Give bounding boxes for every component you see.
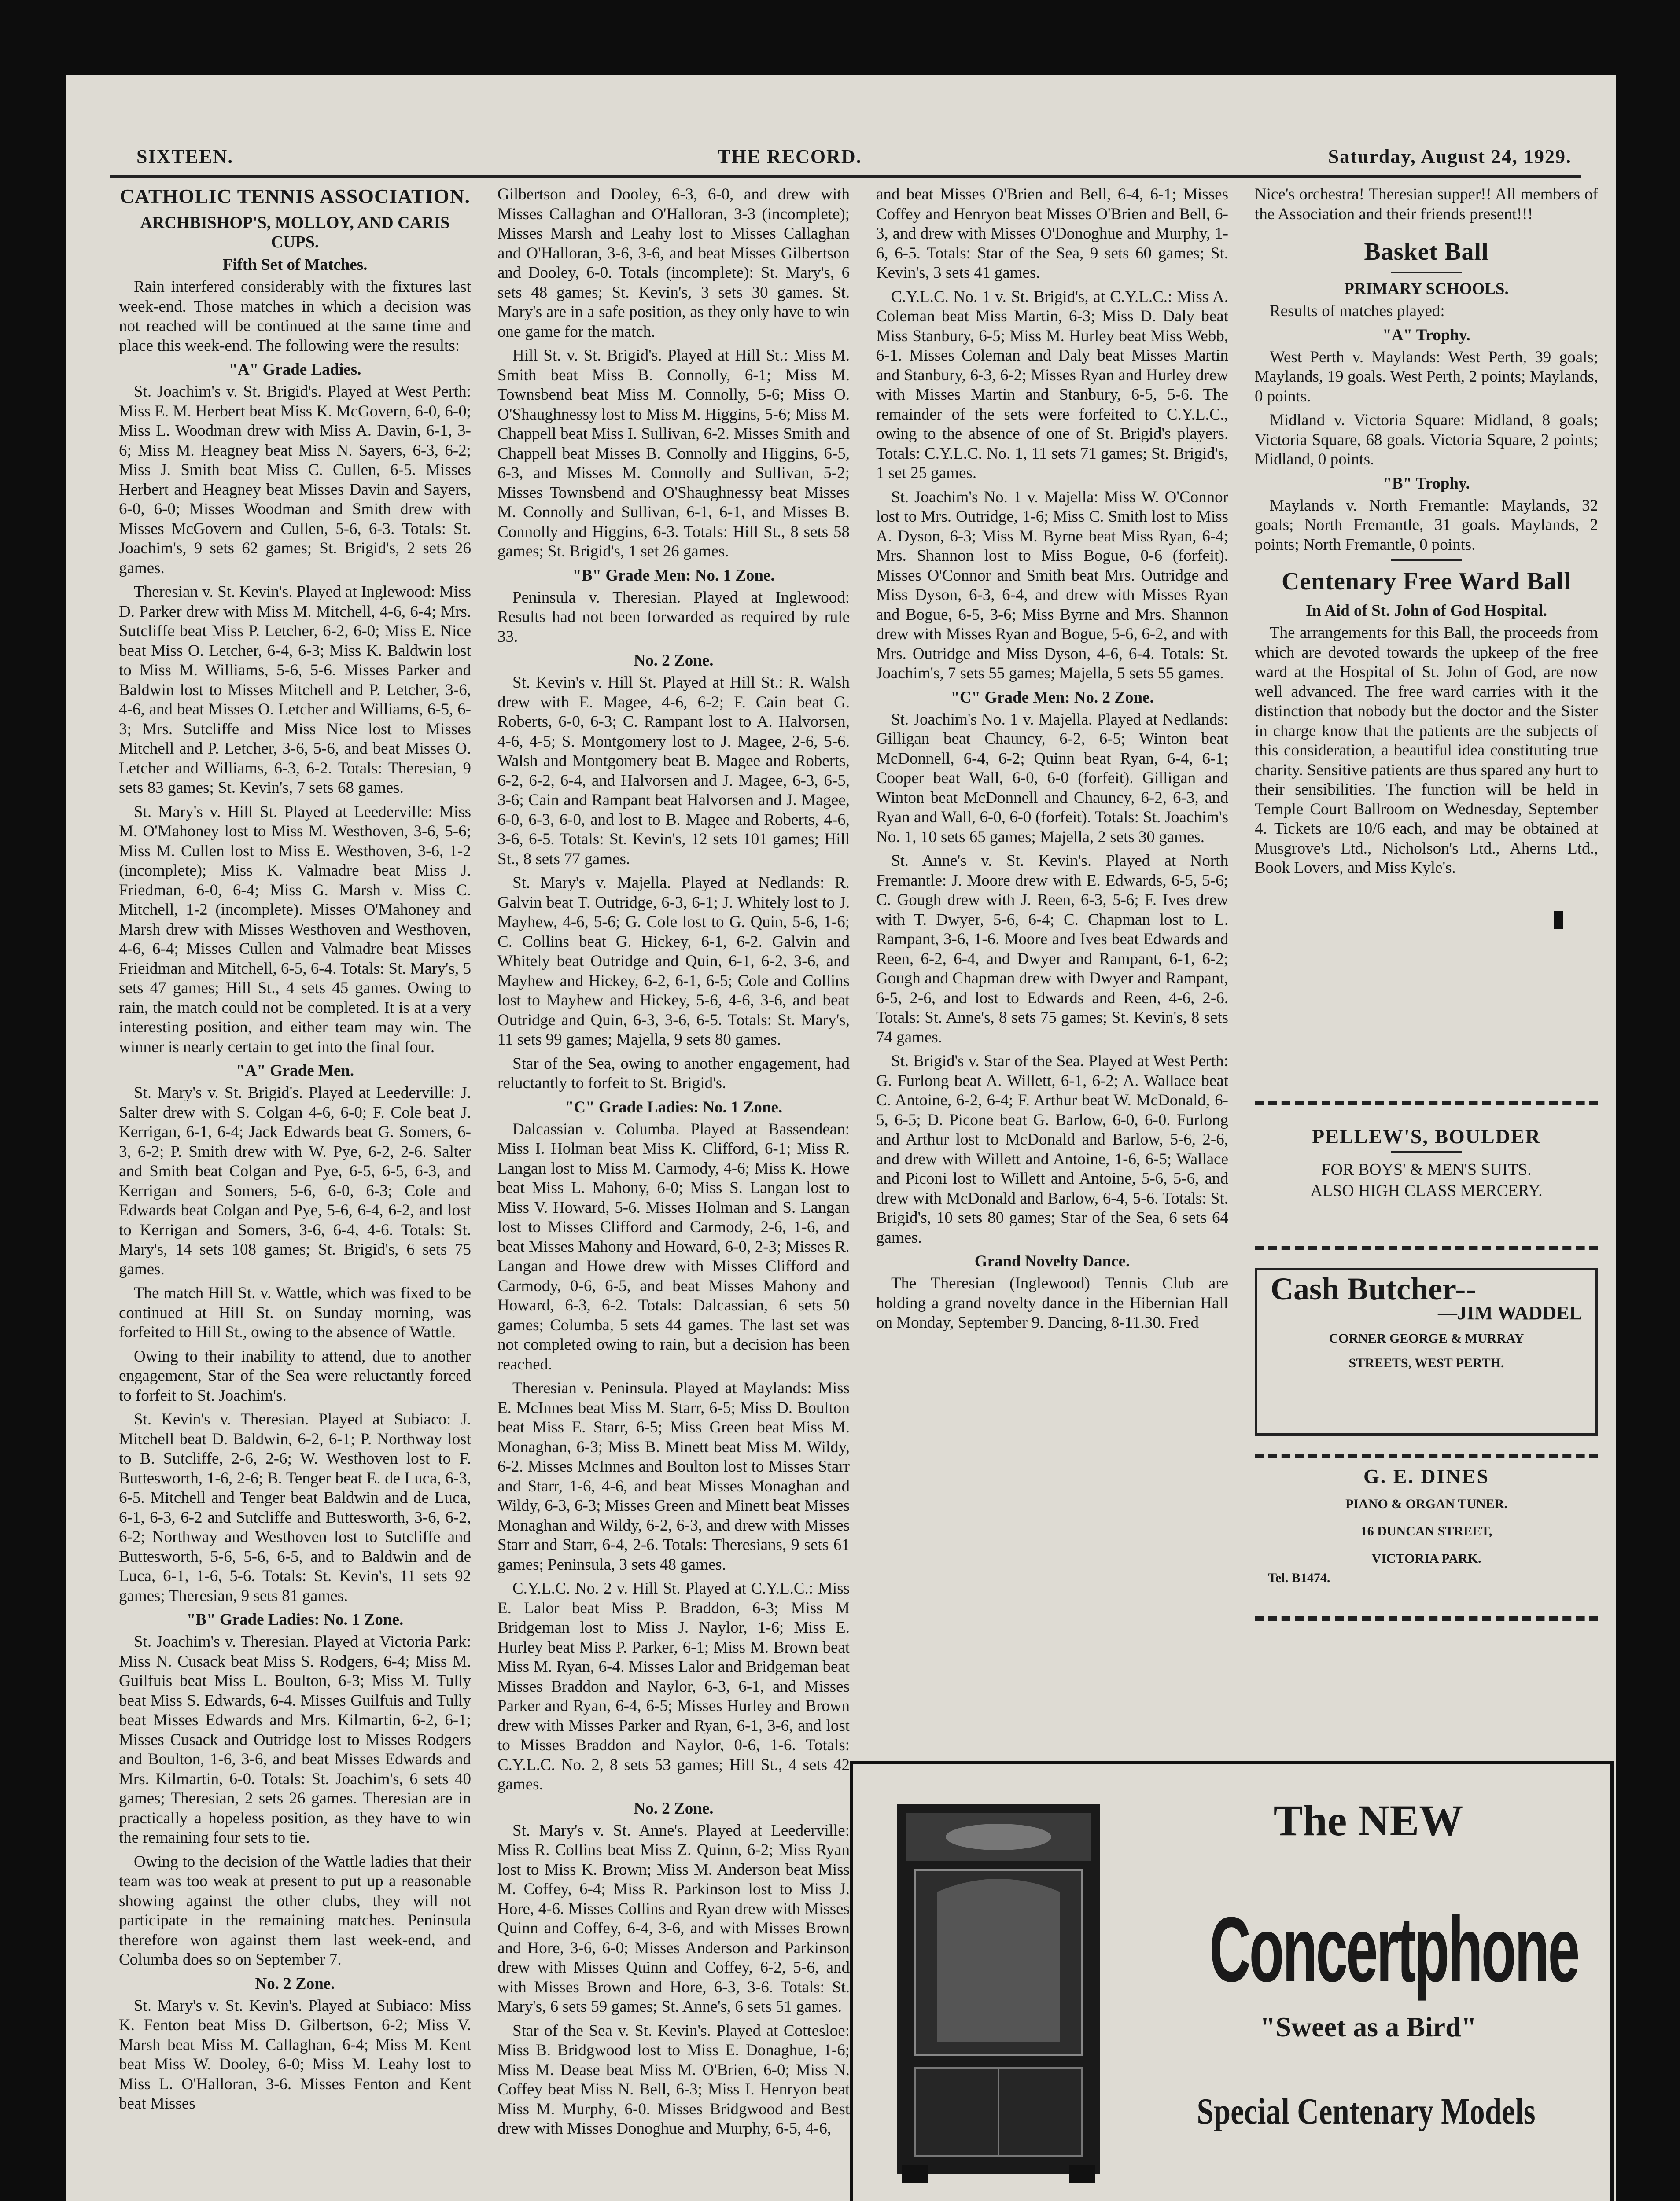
paragraph: St. Mary's v. Majella. Played at Nedlands: R. Galvin beat T. Outridge, 6-3, 6-1; J. Whitely lost to J. Mayhew, 4-6, 5-6; G. Cole lost to G. Quin, 5-6, 1-6; C. Collins beat G. Hickey, 6-1, 6-2. Galvin and Whitely beat Outridge and Quin, 6-1, 6-2, 3-6, and Mayhew and Hickey, 6-2, 6-1, 6-5; Cole and Collins lost to Mayhew and Hickey, 5-6, 4-6, 3-6, and beat Outridge and Quin, 6-3, 3-6, 6-5. Totals: St. Mary's, 11 sets 99 games; Majella, 9 sets 80 games. [497,874,850,1049]
issue-date: Saturday, August 24, 1929. [1328,146,1572,167]
paragraph: Star of the Sea, owing to another engagement, had reluctantly to forfeit to St. Brigid's. [497,1054,850,1092]
paragraph: The arrangements for this Ball, the proceeds from which are devoted towards the upkeep of the free ward at the Hospital of St. John of God, are now well advanced. The free ward carries with it the distinction that nobody but the doctor and the Sister in charge know that the patients are the subjects of this consideration, a beautiful idea constituting true charity. Sensitive patients are thus spared any hurt to their sensibilities. The function will be held in Temple Court Ballroom on Wednesday, September 4. Tickets are 10/6 each, and may be obtained at Musgrove's Ltd., Nicholson's Ltd., Aherns Ltd., Book Lovers, and Miss Kyle's. [1255,624,1598,877]
paragraph: Dalcassian v. Columba. Played at Bassendean: Miss I. Holman beat Miss K. Clifford, 6-1; Miss R. Langan lost to Miss M. Carmody, 4-6; Miss K. Howe beat Miss L. Mahony, 6-0; Miss S. Langan lost to Miss V. Howard, 5-6. Misses Holman and S. Langan lost to Misses Clifford and Carmody, 2-6, 1-6, and beat Misses Mahony and Howard, 6-0, 2-3; Misses R. Langan and Howe drew with Misses Clifford and Carmody, 0-6, 6-5, and beat Misses Mahony and Howard, 6-3, 6-2. Totals: Dalcassian, 6 sets 50 games; Columba, 5 sets 44 games. The last set was not completed owing to rain, but a decision has been reached. [497,1120,850,1373]
advert-line: PIANO & ORGAN TUNER. [1345,1496,1507,1511]
paragraph: Owing to their inability to attend, due to another engagement, Star of the Sea were reluctantly forced to forfeit to St. Joachim's. [119,1347,471,1405]
section-heading: Grand Novelty Dance. [974,1252,1130,1270]
paragraph: St. Anne's v. St. Kevin's. Played at North Fremantle: J. Moore drew with E. Edwards, 6-5, 5-6; C. Gough drew with J. Reen, 6-3, 5-6; F. Ives drew with T. Dwyer, 5-6, 6-4; C. Chapman lost to L. Rampant, 3-6, 1-6. Moore and Ives beat Edwards and Reen, 6-2, 6-4, and Dwyer and Rampant, 6-1, 6-2; Gough and Chapman drew with Dwyer and Rampant, 6-5, 2-6, and lost to Edwards and Reen, 4-6, 2-6. Totals: St. Anne's, 8 sets 75 games; St. Kevin's, 8 sets 74 games. [876,852,1228,1046]
advert-phone: Tel. B1474. [1268,1570,1330,1585]
paragraph: St. Joachim's v. St. Brigid's. Played at West Perth: Miss E. M. Herbert beat Miss K. McGovern, 6-0, 6-0; Miss L. Woodman drew with Miss A. Davin, 6-1, 3-6; Miss M. Heagney beat Miss N. Sayers, 6-3, 6-2; Miss J. Smith beat Miss C. Cullen, 6-5. Misses Herbert and Heagney beat Misses Davin and Sayers, 6-0, 6-0; Misses Woodman and Smith drew with Misses McGovern and Cullen, 5-6, 6-3. Totals: St. Joachim's, 9 sets 62 games; St. Brigid's, 2 sets 26 games. [119,383,471,577]
article-subhead: ARCHBISHOP'S, MOLLOY, AND CARIS CUPS. [140,213,450,251]
advert-line: STREETS, WEST PERTH. [1348,1356,1504,1370]
paragraph: Hill St. v. St. Brigid's. Played at Hill St.: Miss M. Smith beat Miss B. Connolly, 6-1; Miss M. Townsbend beat Miss M. Connolly, 5-6; Miss O. O'Shaughnessy lost to Miss M. Higgins, 5-6; Miss M. Chappell beat Miss I. Sullivan, 6-2. Misses Smith and Chappell beat Misses B. Connolly and Higgins, 6-5, 6-3, and Misses M. Connolly and Sullivan, 5-2; Misses Townsbend and O'Shaughnessy beat Misses M. Connolly and Sullivan, 6-1, 6-1, and Misses B. Connolly and Higgins, 6-3. Totals: Hill St., 8 sets 58 games; St. Brigid's, 1 set 26 games. [497,346,850,560]
section-heading: No. 2 Zone. [255,1974,335,1993]
divider [1391,272,1462,273]
paragraph: Results of matches played: [1270,302,1445,320]
section-heading: No. 2 Zone. [634,1799,714,1818]
paragraph: Midland v. Victoria Square: Midland, 8 goals; Victoria Square, 68 goals. Victoria Square, 2 points; Midland, 0 points. [1255,411,1598,468]
butcher-advert [1255,1268,1598,1436]
paragraph: and beat Misses O'Brien and Bell, 6-4, 6-1; Misses Coffey and Henryon beat Misses O'Brien and Bell, 6-3, and drew with Misses O'Donoghue and Murphy, 1-6, 6-5. Totals: Star of the Sea, 9 sets 60 games; St. Kevin's, 3 sets 41 games. [876,185,1228,282]
advert-line: 16 DUNCAN STREET, [1360,1524,1492,1538]
section-heading: "B" Grade Ladies: No. 1 Zone. [186,1611,404,1629]
advert-line: CORNER GEORGE & MURRAY [1329,1331,1524,1346]
paragraph: St. Joachim's No. 1 v. Majella. Played at Nedlands: Gilligan beat Chauncy, 6-2, 6-5; Winton beat McDonnell, 6-4, 6-2; Quinn beat Ryan, 6-4, 6-1; Cooper beat Wall, 6-0, 6-0 (forfeit). Gilligan and Winton beat McDonnell and Chauncy, 6-2, 6-3, and Ryan and Wall, 6-0, 6-0 (forfeit). Totals: St. Joachim's No. 1, 10 sets 65 games; Majella, 2 sets 30 games. [876,710,1228,846]
pellews-advert [1255,1100,1598,1250]
paragraph: St. Mary's v. Hill St. Played at Leederville: Miss M. O'Mahoney lost to Miss M. Westhoven, 3-6, 5-6; Miss M. Cullen lost to Miss E. Westhoven, 3-6, 1-2 (incomplete); Miss K. Valmadre beat Miss J. Friedman, 6-0, 6-4; Miss G. Marsh v. Miss C. Mitchell, 1-2 (incomplete). Misses O'Mahoney and Marsh drew with Misses Westhoven and Westhoven, 4-6, 6-4; Misses Cullen and Valmadre beat Misses Frieidman and Mitchell, 6-5, 6-4. Totals: St. Mary's, 5 sets 47 games; Hill St., 4 sets 45 games. Owing to rain, the match could not be completed. It is at a very interesting position, and either team may win. The winner is nearly certain to get into the final four. [119,802,471,1056]
paragraph: St. Joachim's No. 1 v. Majella: Miss W. O'Connor lost to Mrs. Outridge, 1-6; Miss C. Smith lost to Miss A. Dyson, 6-3; Miss M. Byrne beat Miss Ryan, 6-4; Mrs. Shannon lost to Miss Bogue, 0-6 (forfeit). Misses O'Connor and Smith beat Mrs. Outridge and Miss Dyson, 6-3, 6-4, and drew with Misses Ryan and Bogue, 6-5, 3-6; Miss Byrne and Mrs. Shannon drew with Misses Ryan and Bogue, 5-6, 6-2, and with Mrs. Outridge and Miss Dyson, 4-6, 6-4. Totals: St. Joachim's, 7 sets 55 games; Majella, 5 sets 55 games. [876,488,1228,682]
newspaper-page [66,75,1616,2201]
paragraph: The Theresian (Inglewood) Tennis Club are holding a grand novelty dance in the Hibernian Hall on Monday, September 9. Dancing, 8-11.30. Fred [876,1274,1228,1332]
advert-line: ALSO HIGH CLASS MERCERY. [1310,1181,1543,1200]
section-heading: Fifth Set of Matches. [222,256,368,274]
advert-line: FOR BOYS' & MEN'S SUITS. [1321,1160,1532,1179]
column-2 [497,185,850,2201]
paragraph: St. Mary's v. St. Brigid's. Played at Leederville: J. Salter drew with S. Colgan 4-6, 6-0; F. Cole beat J. Kerrigan, 6-1, 6-4; Jack Edwards beat G. Somers, 6-3, 6-2; P. Smith drew with W. Pye, 6-2, 2-6. Salter and Smith beat Colgan and Pye, 6-5, 6-5, 6-3, and Kerrigan and Somers, 5-6, 6-0, 6-3; Cole and Edwards beat Colgan and Pye, 5-6, 6-4, 6-2, and lost to Kerrigan and Somers, 3-6, 6-4, 4-6. Totals: St. Mary's, 14 sets 108 games; St. Brigid's, 6 sets 75 games. [119,1084,471,1278]
advert-tagline: "Sweet as a Bird" [1260,2011,1477,2043]
section-heading: In Aid of St. John of God Hospital. [1306,602,1547,620]
section-heading: No. 2 Zone. [634,651,714,670]
article-headline: CATHOLIC TENNIS ASSOCIATION. [119,185,471,207]
section-heading: "B" Grade Men: No. 1 Zone. [572,566,775,585]
paragraph: Gilbertson and Dooley, 6-3, 6-0, and drew with Misses Callaghan and O'Halloran, 3-3 (incomplete); Misses Marsh and Leahy lost to Misses Callaghan and O'Halloran, 3-6, 3-6, and beat Misses Gilbertson and Dooley, 6-0. Totals (incomplete): St. Mary's, 6 sets 48 games; St. Kevin's, 3 sets 30 games. St. Mary's are in a safe position, as they only have to win one game for the match. [497,185,850,341]
page-number: SIXTEEN. [136,146,234,167]
advert-line: VICTORIA PARK. [1371,1551,1481,1566]
paragraph: Theresian v. Peninsula. Played at Maylands: Miss E. McInnes beat Miss M. Starr, 6-5; Miss D. Boulton beat Miss E. Starr, 6-5; Miss Green beat Miss M. Monaghan, 6-3; Miss B. Minett beat Miss M. Wildy, 6-2. Misses McInnes and Boulton lost to Misses Starr and Starr, 1-6, 4-6, and beat Misses Monaghan and Wildy, 6-3, 6-3; Misses Green and Minett beat Misses Monaghan and Wildy, 6-2, 6-3, and drew with Misses Starr and Starr, 6-4, 2-6. Totals: Theresians, 9 sets 61 games; Peninsula, 3 sets 48 games. [497,1379,850,1574]
ball-headline: Centenary Free Ward Ball [1281,568,1572,595]
paragraph: Nice's orchestra! Theresian supper!! All members of the Association and their friends present!!! [1255,185,1598,223]
paragraph: Owing to the decision of the Wattle ladies that their team was too weak at present to put up a reasonable showing against the other clubs, they will not participate in the remaining matches. Peninsula therefore won against them last week-end, and Columba does so on September 7. [119,1852,471,1969]
dines-advert [1255,1454,1598,1621]
paragraph: St. Kevin's v. Hill St. Played at Hill St.: R. Walsh drew with E. Magee, 4-6, 6-2; F. Cain beat G. Roberts, 6-0, 6-3; C. Rampant lost to A. Halvorsen, 4-6, 4-5; S. Montgomery lost to J. Magee, 2-6, 5-6. Walsh and Montgomery beat B. Magee and Roberts, 6-2, 6-2, 6-4, and Halvorsen and J. Magee, 6-3, 6-5, 3-6; Cain and Rampant beat Halvorsen and J. Magee, 6-0, 6-3, 6-0, and lost to B. Magee and Roberts, 4-6, 3-6, 6-5. Totals: St. Kevin's, 12 sets 101 games; Hill St., 8 sets 77 games. [497,674,850,868]
paragraph: St. Brigid's v. Star of the Sea. Played at West Perth: G. Furlong beat A. Willett, 6-1, 6-2; A. Wallace beat C. Antoine, 6-2, 6-4; F. Arthur beat W. McDonald, 6-5, 6-5; D. Picone beat G. Barlow, 6-0, 6-0. Furlong and Arthur lost to McDonald and Barlow, 5-6, 2-6, and drew with Willett and Antoine, 1-6, 6-5; Wallace and Piconi lost to Willett and Antoine, 5-6, 5-6, and drew with McDonald and Barlow, 6-4, 5-6. Totals: St. Brigid's, 10 sets 80 games; Star of the Sea, 6 sets 64 games. [876,1052,1228,1247]
advert-product-name: Concertphone [1209,1898,1578,2001]
divider [1391,1151,1462,1153]
column-3 [876,185,1228,1752]
basketball-headline: Basket Ball [1364,238,1489,265]
advert-name: —JIM WADDEL [1437,1302,1582,1324]
paragraph: St. Mary's v. St. Kevin's. Played at Subiaco: Miss K. Fenton beat Miss D. Gilbertson, 6-2; Miss V. Marsh beat Miss M. Callaghan, 6-4; Miss M. Kent beat Miss W. Dooley, 6-0; Miss M. Leahy lost to Miss L. O'Halloran, 3-6. Misses Fenton and Kent beat Misses [119,1996,471,2113]
paragraph: Peninsula v. Theresian. Played at Inglewood: Results had not been forwarded as required by rule 33. [497,588,850,646]
paragraph: Rain interfered considerably with the fixtures last week-end. Those matches in which a decision was not reached will be continued at the same time and place this week-end. The following were the results: [119,278,471,355]
column-4-articles [1255,185,1598,1083]
paragraph: C.Y.L.C. No. 1 v. St. Brigid's, at C.Y.L.C.: Miss A. Coleman beat Miss Martin, 6-3; Miss D. Daly beat Miss Stanbury, 6-5; Miss M. Hurley beat Miss Webb, 6-1. Misses Coleman and Daly beat Misses Martin and Stanbury, 6-3, 6-2; Misses Ryan and Hurley drew with Misses Martin and Stanbury, 6-5, 5-6. The remainder of the sets were forfeited to C.Y.L.C., owing to the absence of one of St. Brigid's players. Totals: C.Y.L.C. No. 1, 11 sets 71 games; St. Brigid's, 1 set 25 games. [876,287,1228,482]
paragraph: St. Kevin's v. Theresian. Played at Subiaco: J. Mitchell beat D. Baldwin, 6-2, 6-1; P. Northway lost to B. Sutcliffe, 2-6, 2-6; W. Westhoven lost to F. Buttesworth, 1-6, 2-6; B. Tenger beat E. de Luca, 6-3, 6-5. Mitchell and Tenger beat Baldwin and de Luca, 6-1, 6-3, 6-2 and Sutcliffe and Buttesworth, 3-6, 6-2, 6-2; Northway and Westhoven lost to Sutcliffe and Buttesworth, 5-6, 5-6, 6-5, and to Baldwin and de Luca, 6-1, 1-6, 5-6. Totals: St. Kevin's, 11 sets 92 games; Theresian, 9 sets 81 games. [119,1410,471,1605]
section-heading: "A" Trophy. [1382,326,1470,344]
section-heading: PRIMARY SCHOOLS. [1344,280,1509,298]
paragraph: St. Joachim's v. Theresian. Played at Victoria Park: Miss N. Cusack beat Miss S. Rodgers, 6-4; Miss M. Guilfuis beat Miss L. Boulton, 6-3; Miss M. Tully beat Miss S. Edwards, 6-4. Misses Guilfuis and Tully beat Misses Edwards and Mrs. Kilmartin, 6-2, 6-1; Misses Cusack and Outridge lost to Misses Rodgers and Boulton, 1-6, 3-6, and beat Misses Edwards and Mrs. Kilmartin, 6-0. Totals: St. Joachim's, 6 sets 40 games; Theresian, 2 sets 26 games. Theresian are in practically a hopeless position, as they have to win the remaining four sets to tie. [119,1633,471,1847]
print-mark [1554,911,1563,929]
paper-title: THE RECORD. [718,146,862,167]
paragraph: C.Y.L.C. No. 2 v. Hill St. Played at C.Y.L.C.: Miss E. Lalor beat Miss P. Braddon, 6-3; Miss M Bridgeman lost to Miss J. Naylor, 1-6; Miss E. Hurley beat Miss P. Parker, 6-1; Miss M. Brown beat Miss M. Ryan, 6-4. Misses Lalor and Bridgeman beat Misses Braddon and Naylor, 6-3, 6-1, and Misses Parker and Ryan, 6-4, 6-5; Misses Hurley and Brown drew with Misses Parker and Ryan, 6-1, 3-6, and lost to Misses Braddon and Naylor, 0-6, 1-6. Totals: C.Y.L.C. No. 2, 8 sets 53 games; Hill St., 4 sets 42 games. [497,1579,850,1793]
section-heading: "C" Grade Men: No. 2 Zone. [951,688,1154,707]
section-heading: "C" Grade Ladies: No. 1 Zone. [564,1098,783,1116]
section-heading: "A" Grade Men. [236,1062,354,1080]
divider [1391,559,1462,561]
paragraph: St. Mary's v. St. Anne's. Played at Leederville: Miss R. Collins beat Miss Z. Quinn, 6-2; Miss Ryan lost to Miss K. Brown; Miss M. Anderson beat Miss M. Coffey, 6-4; Miss R. Parkinson lost to Miss J. Hore, 4-6. Misses Collins and Ryan drew with Misses Quinn and Coffey, 6-4, 3-6, and with Misses Brown and Hore, 3-6, 6-0; Misses Anderson and Parkinson drew with Misses Quinn and Coffey, 6-2, 5-6, and with Misses Brown and Hore, 6-3, 3-6. Totals: St. Mary's, 6 sets 59 games; St. Anne's, 6 sets 51 games. [497,1821,850,2016]
paragraph: Star of the Sea v. St. Kevin's. Played at Cottesloe: Miss B. Bridgwood lost to Miss E. Donaghue, 1-6; Miss M. Dease beat Miss M. O'Brien, 6-0; Miss N. Coffey beat Miss N. Bell, 6-3; Miss I. Henryon beat Miss M. Murphy, 6-0. Misses Bridgwood and Best drew with Misses Donoghue and Murphy, 6-5, 4-6, [497,2021,850,2138]
section-heading: "A" Grade Ladies. [228,361,361,379]
gramophone-cabinet-illustration [884,1795,1113,2183]
paragraph: The match Hill St. v. Wattle, which was fixed to be continued at Hill St. on Sunday morning, was forfeited to Hill St., owing to the absence of Wattle. [119,1284,471,1341]
paragraph: Theresian v. St. Kevin's. Played at Inglewood: Miss D. Parker drew with Miss M. Mitchell, 4-6, 6-4; Mrs. Sutcliffe beat Miss P. Letcher, 6-2, 6-0; Miss E. Nice beat Miss O. Letcher, 6-4, 6-3; Miss K. Baldwin lost to Miss M. Williams, 5-6, 5-6. Misses Parker and Baldwin lost to Misses Mitchell and P. Letcher, 3-6, 4-6, and beat Misses O. Letcher and Williams, 6-5, 6-3; Mrs. Sutcliffe and Miss Nice lost to Misses Mitchell and P. Letcher, 3-6, 5-6, and beat Misses O. Letcher and Williams, 6-3, 6-2. Totals: Theresian, 9 sets 83 games; St. Kevin's, 7 sets 68 games. [119,583,471,797]
masthead-rule [110,175,1581,178]
section-heading: "B" Trophy. [1383,474,1470,493]
advert-title: Cash Butcher-- [1271,1271,1477,1307]
column-4 [1255,185,1598,1752]
masthead [92,141,1589,176]
advert-title: PELLEW'S, BOULDER [1312,1125,1541,1148]
advert-title: G. E. DINES [1363,1465,1490,1487]
concertphone-advert [850,1761,1614,2201]
column-1 [119,185,471,2201]
advert-the-new: The NEW [1273,1796,1463,1845]
paragraph: West Perth v. Maylands: West Perth, 39 goals; Maylands, 19 goals. West Perth, 2 points; Maylands, 0 points. [1255,348,1598,405]
paragraph: Maylands v. North Fremantle: Maylands, 32 goals; North Fremantle, 31 goals. Maylands, 2 points; North Fremantle, 0 points. [1255,496,1598,554]
advert-special: Special Centenary Models [1197,2091,1536,2132]
